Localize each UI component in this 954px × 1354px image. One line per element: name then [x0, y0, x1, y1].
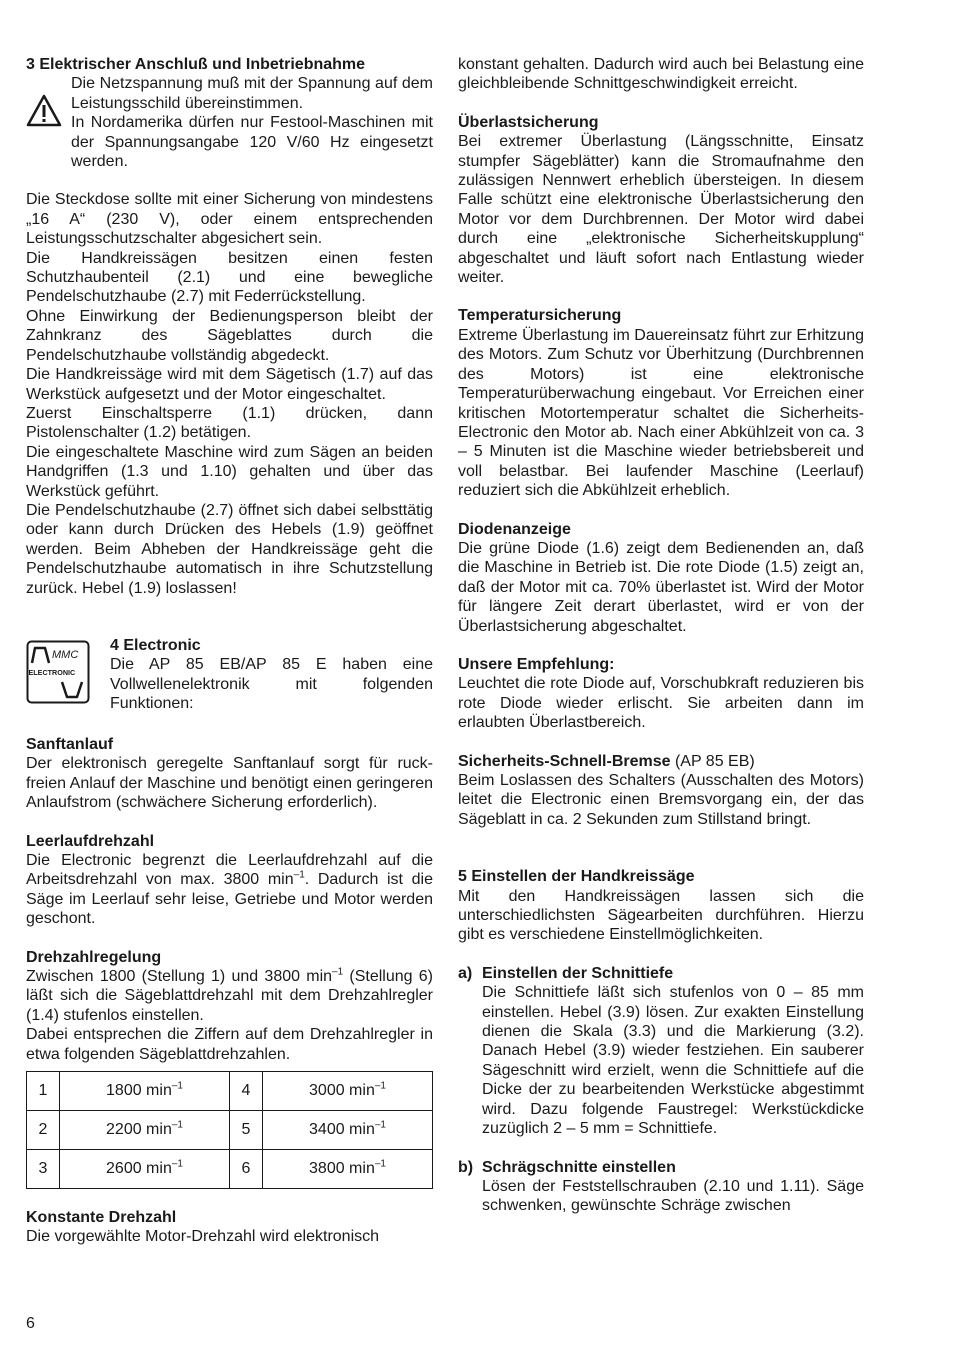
- table-cell: 5: [230, 1111, 263, 1150]
- diode-text: Die grüne Diode (1.6) zeigt dem Bedienenden an, daß die Maschine in Betrieb ist. Die rote Diode (1.5) zeigt an, daß der Motor mit ca. 70% überlastet ist. Wird der Motor für längere Zeit derart überlastet, wird er von der Überlastsicherung abgeschaltet.: [458, 539, 864, 635]
- warning-text-north-america: In Nordamerika dürfen nur Festool-Maschinen mit der Spannungsangabe 120 V/60 Hz eingesetzt werden.: [71, 114, 433, 171]
- table-cell: 2200 $\min^{-1}$: [60, 1111, 230, 1150]
- speed-control-text-2: Dabei entsprechen die Ziffern auf dem Drehzahlregler in etwa folgenden Sägeblattdrehzahlen.: [26, 1026, 433, 1063]
- constant-speed-text: Die vorgewählte Motor-Drehzahl wird elektronisch: [26, 1228, 380, 1246]
- section-4-title: 4 Electronic: [110, 636, 201, 654]
- bevel-cut-title: Schrägschnitte einstellen: [482, 1158, 676, 1176]
- temperature-title: Temperatursicherung: [458, 307, 622, 325]
- list-label-b: b): [458, 1158, 474, 1176]
- section-5-title: 5 Einstellen der Handkreissäge: [458, 868, 695, 886]
- list-item-b: [458, 1158, 864, 1216]
- recommendation-text: Leuchtet die rote Diode auf, Vorschubkraft reduzieren bis rote Diode wieder erlischt. Sie arbeiten dann im erlaubten Überlastbereich.: [458, 675, 864, 732]
- paragraph-saw-table: Die Handkreissäge wird mit dem Sägetisch (1.7) auf das Werkstück aufgesetzt und der Motor eingeschaltet.: [26, 366, 433, 403]
- list-item-a: [458, 964, 864, 1139]
- table-cell: 1800 $\min^{-1}$: [60, 1072, 230, 1111]
- list-label-a: a): [458, 964, 473, 982]
- speed-control-title: Drehzahlregelung: [26, 948, 162, 966]
- table-row: [27, 1072, 433, 1111]
- rpm-table: [26, 1071, 433, 1189]
- section-3-title: 3 Elektrischer Anschluß und Inbetriebnahme: [26, 56, 366, 73]
- paragraph-cover: Ohne Einwirkung der Bedienungsperson bleibt der Zahnkranz des Sägeblattes durch die Pendelschutzhaube vollständig abgedeckt.: [26, 307, 433, 364]
- overload-text: Bei extremer Überlastung (Längsschnitte, Einsatz stumpfer Sägeblätter) kann die Stromaufnahme den zulässigen Nennwert erheblich übersteigen. In diesem Falle schützt eine elektronische Überlastsicherung den Motor vor dem Durchbrennen. Der Motor wird dabei durch eine „elektronische Sicherheitskupplung“ abgeschaltet und läuft sofort nach Entlastung wieder weiter.: [458, 133, 864, 287]
- paragraph-guard: Die Handkreissägen besitzen einen festen Schutzhaubenteil (2.1) und eine bewegliche Pendelschutzhaube (2.7) mit Federrückstellung.: [26, 249, 433, 306]
- soft-start-text: Der elektronisch geregelte Sanftanlauf sorgt für ruck- freien Anlauf der Maschine und benötigt einen geringeren Anlaufstrom (schwächere Sicherung erforderlich).: [26, 755, 433, 812]
- table-row: [27, 1150, 433, 1189]
- brake-title: Sicherheits-Schnell-Bremse (AP 85 EB): [458, 752, 755, 770]
- table-row: [27, 1111, 433, 1150]
- table-cell: 1: [27, 1072, 60, 1111]
- speed-control-text: Zwischen 1800 (Stellung 1) und 3800 $\min^{-1}$ (Stellung 6) läßt sich die Sägeblattdrehzahl mit dem Drehzahlregler (1.4) stufenlos einstellen.: [26, 966, 433, 1024]
- electronic-label: ELECTRONIC: [28, 667, 76, 677]
- left-column: [26, 55, 433, 1247]
- table-cell: 6: [230, 1150, 263, 1189]
- page-number: 6: [26, 1315, 35, 1332]
- table-cell: 3400 $\min^{-1}$: [263, 1111, 433, 1150]
- section-4-intro: Die AP 85 EB/AP 85 E haben eine Vollwellenelektronik mit folgenden Funktionen:: [110, 656, 433, 713]
- electronic-block: [26, 636, 433, 716]
- warning-triangle-icon: [26, 94, 62, 128]
- mmc-electronic-icon: [26, 640, 90, 704]
- table-cell: 3800 $\min^{-1}$: [263, 1150, 433, 1189]
- idle-speed-text: Die Electronic begrenzt die Leerlaufdrehzahl auf die Arbeitsdrehzahl von max. 3800 $\min^{-1}$. Dadurch ist die Säge im Leerlauf sehr leise, Getriebe und Motor werden geschont.: [26, 852, 434, 928]
- table-cell: 3000 $\min^{-1}$: [263, 1072, 433, 1111]
- temperature-text: Extreme Überlastung im Dauereinsatz führt zur Erhitzung des Motors. Zum Schutz vor Überhitzung (Durchbrennen des Motors) ist eine elektronische Temperaturüberwachung eingebaut. Vor Erreichen einer kritischen Motortemperatur schaltet die Sicherheits-Electronic den Motor ab. Nach einer Abkühlzeit von ca. 3 – 5 Minuten ist die Maschine wieder betriebsbereit und voll belastbar. Bei laufender Maschine (Leerlauf) reduziert sich die Abkühlzeit erheblich.: [458, 326, 864, 500]
- brake-text: Beim Loslassen des Schalters (Ausschalten des Motors) leitet die Electronic einen Bremsvorgang ein, der das Sägeblatt in ca. 2 Sekunden zum Stillstand bringt.: [458, 772, 864, 828]
- constant-speed-title: Konstante Drehzahl: [26, 1209, 177, 1227]
- table-cell: 4: [230, 1072, 263, 1111]
- paragraph-socket: Die Steckdose sollte mit einer Sicherung von mindestens „16 A“ (230 V), oder einem entsprechenden Leistungsschutzschalter abgesichert sein.: [26, 191, 433, 248]
- idle-speed-title: Leerlaufdrehzahl: [26, 832, 155, 850]
- table-cell: 2600 $\min^{-1}$: [60, 1150, 230, 1189]
- table-cell: 2: [27, 1111, 60, 1150]
- right-column: [458, 55, 864, 1216]
- table-cell: 3: [27, 1150, 60, 1189]
- paragraph-pendulum-guard: Die Pendelschutzhaube (2.7) öffnet sich dabei selbsttätig oder kann durch Drücken des Hebels (1.9) geöffnet werden. Beim Abheben der Handkreissäge geht die Pendelschutzhaube automatisch in ihre Schutzstellung zurück. Hebel (1.9) loslassen!: [26, 501, 433, 597]
- section-5-text: Mit den Handkreissägen lassen sich die unterschiedlichsten Sägearbeiten durchführen. Hierzu gibt es verschiedene Einstellmöglichkeiten.: [458, 887, 864, 944]
- constant-speed-continued: konstant gehalten. Dadurch wird auch bei Belastung eine gleichbleibende Schnittgeschwindigkeit erreicht.: [458, 56, 864, 93]
- mmc-label: MMC: [52, 648, 79, 661]
- diode-title: Diodenanzeige: [458, 520, 571, 538]
- warning-block: [26, 74, 433, 171]
- cut-depth-text: Die Schnittiefe läßt sich stufenlos von 0 – 85 mm einstellen. Hebel (3.9) lösen. Zur exakten Einstellung dienen die Skala (3.3) und die Markierung (3.2). Danach Hebel (3.9) wieder festziehen. Ein sauberer Sägeschnitt wird erzielt, wenn die Schnittiefe auf die Dicke der zu bearbeitenden Werkstücke abgestimmt wird. Dazu folgende Faustregel: Werkstückdicke zuzüglich 2 – 5 mm = Schnittiefe.: [482, 984, 864, 1138]
- paragraph-hold: Die eingeschaltete Maschine wird zum Sägen an beiden Handgriffen (1.3 und 1.10) gehalten und über das Werkstück geführt.: [26, 443, 433, 500]
- bevel-cut-text: Lösen der Feststellschrauben (2.10 und 1.11). Säge schwenken, gewünschte Schräge zwischen: [482, 1177, 864, 1215]
- recommendation-title: Unsere Empfehlung:: [458, 655, 615, 673]
- cut-depth-title: Einstellen der Schnittiefe: [482, 964, 674, 982]
- warning-text-voltage: Die Netzspannung muß mit der Spannung auf dem Leistungsschild übereinstimmen.: [71, 75, 433, 112]
- overload-title: Überlastsicherung: [458, 113, 599, 131]
- paragraph-switch: Zuerst Einschaltsperre (1.1) drücken, dann Pistolenschalter (1.2) betätigen.: [26, 404, 433, 442]
- soft-start-title: Sanftanlauf: [26, 735, 114, 753]
